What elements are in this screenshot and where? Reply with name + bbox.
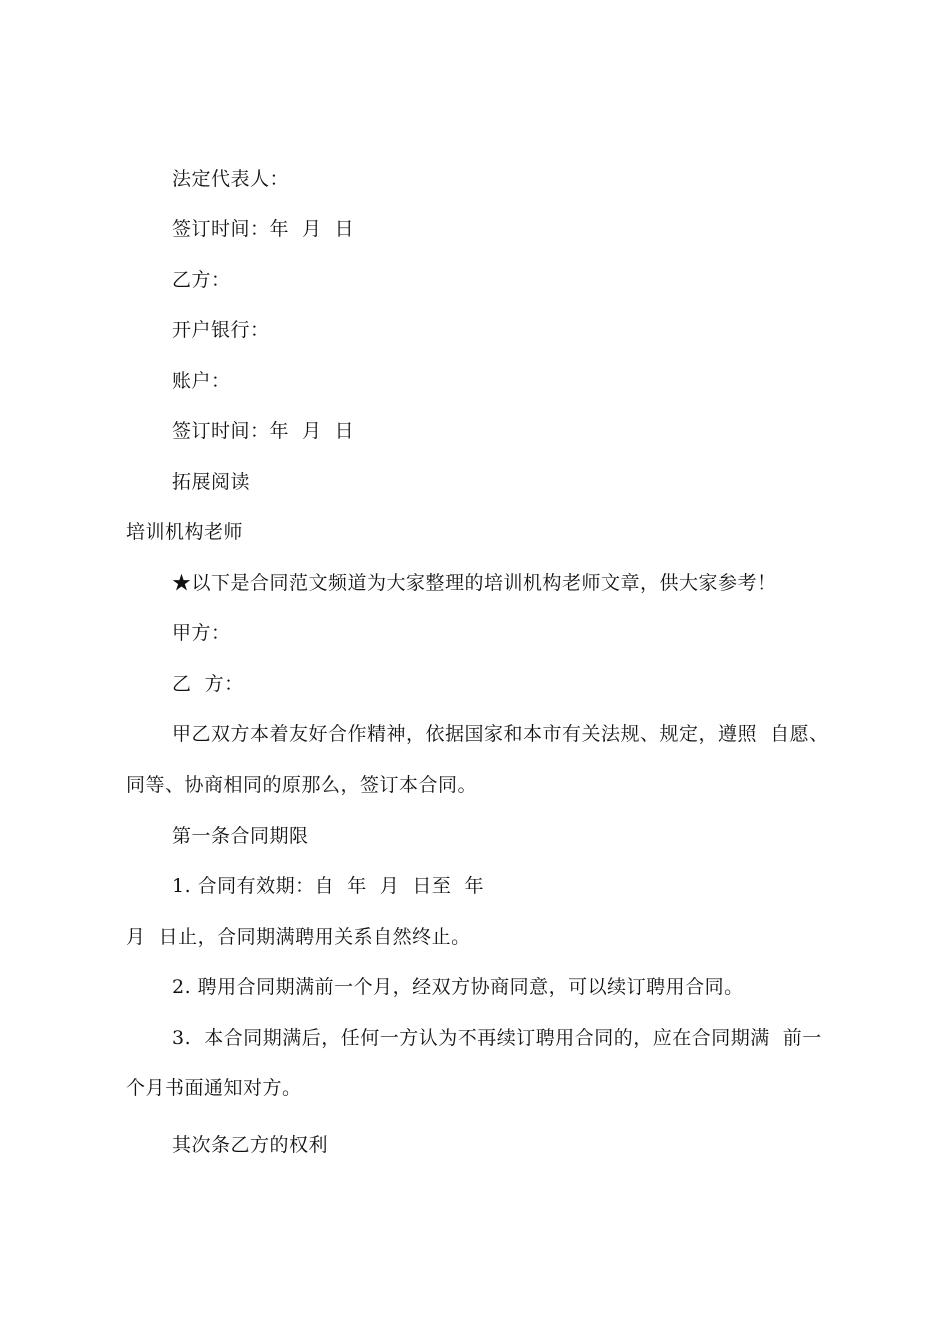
party-b-line: 乙 方：	[172, 673, 244, 695]
clause-line: 1. 合同有效期：自 年 月 日至 年	[172, 875, 484, 897]
party-a-line: 甲方：	[172, 622, 231, 644]
clause-line: 2. 聘用合同期满前一个月，经双方协商同意，可以续订聘用合同。	[172, 976, 744, 998]
extended-reading-heading: 拓展阅读	[172, 471, 251, 493]
bank-line: 开户银行：	[172, 319, 270, 341]
account-line: 账户：	[172, 370, 231, 392]
party-b-line: 乙方：	[172, 269, 231, 291]
clause-line: 月 日止，合同期满聘用关系自然终止。	[126, 926, 471, 948]
preamble-paragraph-line: 甲乙双方本着友好合作精神，依据国家和本市有关法规、规定，遵照 自愿、	[172, 723, 829, 745]
signing-date-line: 签订时间：年 月 日	[172, 218, 355, 240]
section-heading: 第一条合同期限	[172, 825, 309, 847]
article-title: 培训机构老师	[126, 521, 244, 543]
preamble-paragraph-line: 同等、协商相同的原那么，签订本合同。	[126, 774, 478, 796]
clause-line: 个月书面通知对方。	[126, 1077, 302, 1099]
intro-paragraph: ★以下是合同范文频道为大家整理的培训机构老师文章，供大家参考！	[172, 572, 777, 594]
signing-date-line: 签订时间：年 月 日	[172, 420, 355, 442]
section-heading: 其次条乙方的权利	[172, 1134, 329, 1156]
clause-line: 3. 本合同期满后，任何一方认为不再续订聘用合同的，应在合同期满 前一	[172, 1027, 822, 1049]
legal-representative-line: 法定代表人：	[172, 168, 290, 190]
